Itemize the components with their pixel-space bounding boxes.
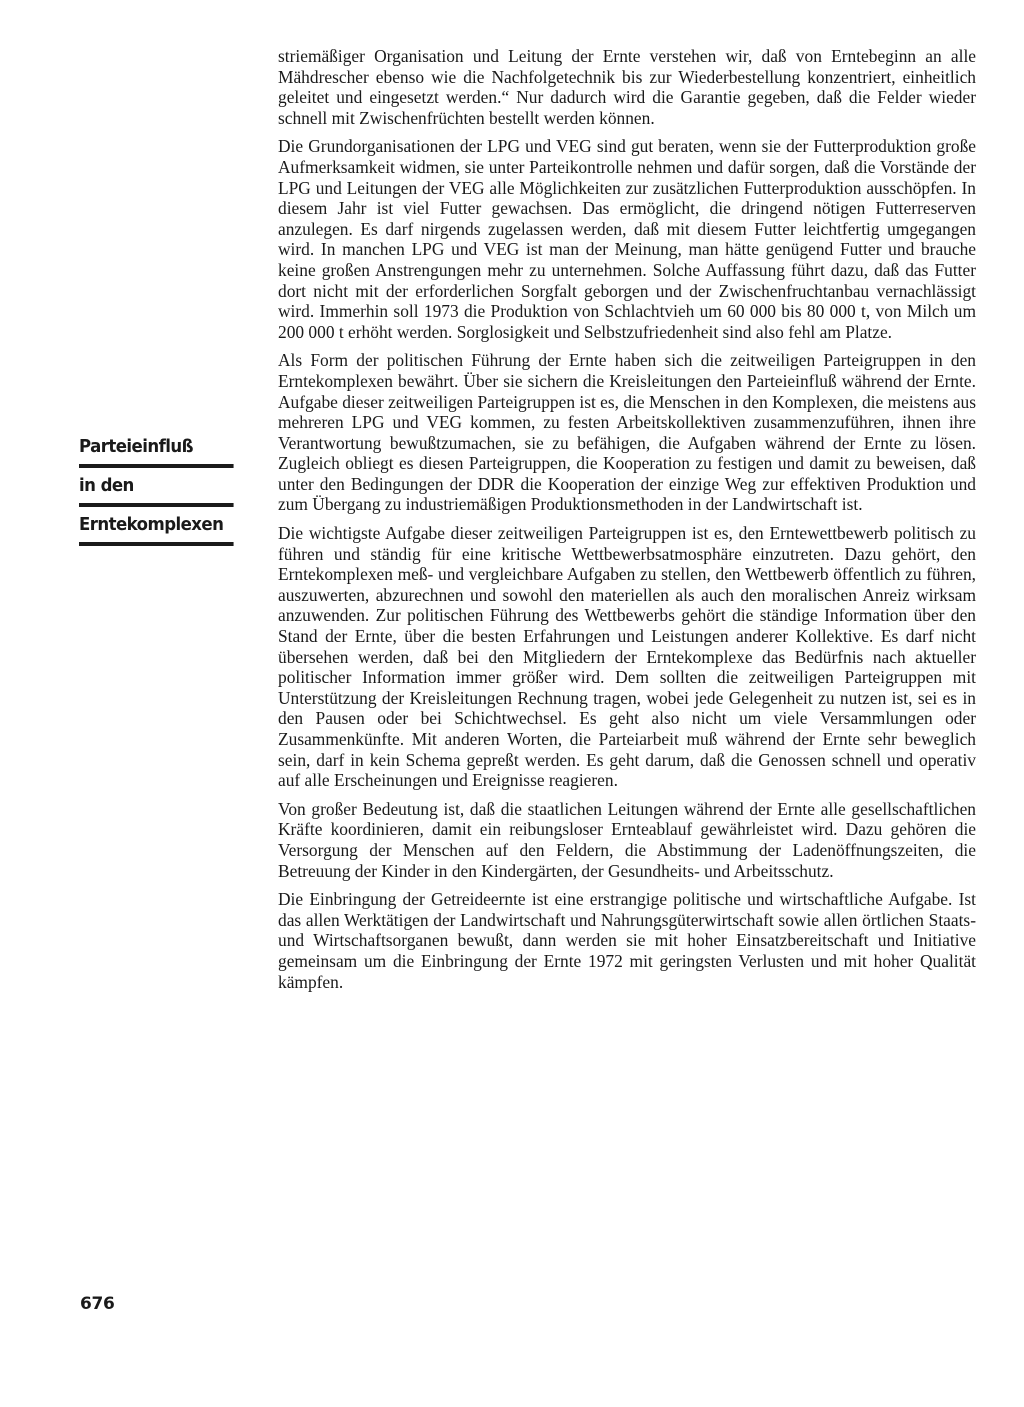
margin-heading <box>79 436 247 553</box>
paragraph-6: Die Einbringung der Getreideernte ist eine erstrangige politische und wirtschaftliche Aufgabe. Ist das allen Werktätigen der Landwirtschaft und Nahrungsgüterwirtschaft sowie allen örtlichen Staats- und Wirtschaftsorganen bewußt, dann werden sie mit hoher Einsatzbereitschaft und Initiative gemeinsam um die Einbringung der Ernte 1972 mit geringsten Verlusten und mit hoher Qualität kämpfen. <box>278 889 976 992</box>
body-text <box>278 46 976 1000</box>
margin-heading-line-3: Erntekomplexen <box>79 514 234 546</box>
paragraph-3: Als Form der politischen Führung der Ernte haben sich die zeitweiligen Parteigruppen in den Erntekomplexen bewährt. Über sie sichern die Kreisleitungen den Parteieinfluß während der Ernte. Aufgabe dieser zeitweiligen Parteigruppen ist es, die Menschen in den Komplexen, die meistens aus mehreren LPG und VEG kommen, zu festen Arbeitskollektiven zusammenzuführen, ihnen ihre Verantwortung bewußtzumachen, sie zu befähigen, die Aufgaben während der Ernte zu lösen. Zugleich obliegt es diesen Parteigruppen, die Kooperation zu festigen und damit zu beweisen, daß unter den Bedingungen der DDR die Kooperation der einzige Weg zur effektiven Produktion und zum Übergang zu industriemäßigen Produktionsmethoden in der Landwirtschaft ist. <box>278 350 976 515</box>
paragraph-2: Die Grundorganisationen der LPG und VEG sind gut beraten, wenn sie der Futterproduktion große Aufmerksamkeit widmen, sie unter Parteikontrolle nehmen und dafür sorgen, daß die Vorstände der LPG und Leitungen der VEG alle Möglichkeiten zur zusätzlichen Futterproduktion ausschöpfen. In diesem Jahr ist viel Futter gewachsen. Das ermöglicht, die dringend nötigen Futterreserven anzulegen. Es darf nirgends zugelassen werden, daß mit diesem Futter leichtfertig umgegangen wird. In manchen LPG und VEG ist man der Meinung, man hätte genügend Futter und brauche keine großen Anstrengungen mehr zu unternehmen. Solche Auffassung führt dazu, daß das Futter dort nicht mit der erforderlichen Sorgfalt geborgen und der Zwischenfruchtanbau vernachlässigt wird. Immerhin soll 1973 die Produktion von Schlachtvieh um 60 000 bis 80 000 t, von Milch um 200 000 t erhöht werden. Sorglosigkeit und Selbstzufriedenheit sind also fehl am Platze. <box>278 136 976 342</box>
paragraph-5: Von großer Bedeutung ist, daß die staatlichen Leitungen während der Ernte alle gesellschaftlichen Kräfte koordinieren, damit ein reibungsloser Ernteablauf gewährleistet wird. Dazu gehören die Versorgung der Menschen auf den Feldern, die Abstimmung der Ladenöffnungszeiten, die Betreuung der Kinder in den Kindergärten, der Gesundheits- und Arbeitsschutz. <box>278 798 976 881</box>
paragraph-1: striemäßiger Organisation und Leitung der Ernte verstehen wir, daß von Erntebeginn an alle Mähdrescher ebenso wie die Nachfolgetechnik bis zur Wiederbestellung konzentriert, einheitlich geleitet und eingesetzt werden.“ Nur dadurch wird die Garantie gegeben, daß die Felder wieder schnell mit Zwischenfrüchten bestellt werden können. <box>278 46 976 128</box>
paragraph-4: Die wichtigste Aufgabe dieser zeitweiligen Parteigruppen ist es, den Erntewettbewerb politisch zu führen und ständig für eine kritische Wettbewerbsatmosphäre einzutreten. Dazu gehört, den Erntekomplexen meß- und vergleichbare Aufgaben zu stellen, den Wettbewerb öffentlich zu führen, auszuwerten, abzurechnen und sowohl den materiellen als auch den moralischen Anreiz wirksam anzuwenden. Zur politischen Führung des Wettbewerbs gehört die ständige Information über den Stand der Ernte, über die besten Erfahrungen und Leistungen anderer Kollektive. Es darf nicht übersehen werden, daß bei den Mitgliedern der Erntekomplexe das Bedürfnis nach aktueller politischer Information immer größer wird. Dem sollten die zeitweiligen Parteigruppen mit Unterstützung der Kreisleitungen Rechnung tragen, wobei jede Gelegenheit zu nutzen ist, sei es in den Pausen oder bei Schichtwechsel. Es geht also nicht um viele Versammlungen oder Zusammenkünfte. Mit anderen Worten, die Parteiarbeit muß während der Ernte sehr beweglich sein, darf in kein Schema gepreßt werden. Es geht darum, daß die Genossen schnell und operativ auf alle Erscheinungen und Ereignisse reagieren. <box>278 523 976 791</box>
margin-heading-line-1: Parteieinfluß <box>79 436 234 468</box>
page-number: 676 <box>80 1294 115 1314</box>
margin-heading-line-2: in den <box>79 475 234 507</box>
